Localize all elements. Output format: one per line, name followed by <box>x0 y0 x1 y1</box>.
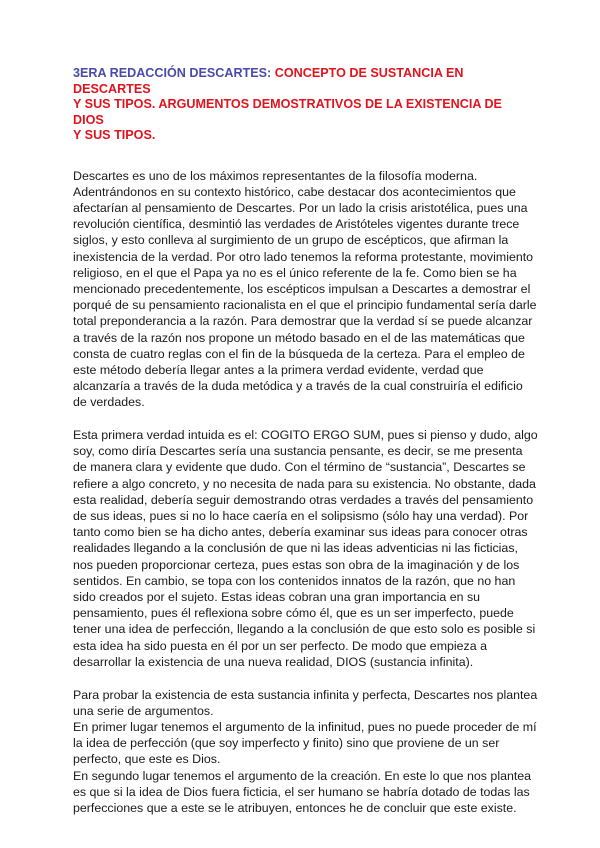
paragraph-context <box>73 168 535 411</box>
text-line: religioso, en el que el Papa ya no es el único referente de la fe. Como bien se ha <box>73 265 517 280</box>
text-line: la idea de perfección (que soy imperfecto y finito) sino que proviene de un ser <box>73 736 500 751</box>
text-line: Para probar la existencia de esta sustancia infinita y perfecta, Descartes nos plantea <box>73 687 538 702</box>
text-line: revolución científica, desmintió las verdades de Aristóteles vigentes durante trece <box>73 217 520 232</box>
text-line: afectarían al pensamiento de Descartes. Por un lado la crisis aristotélica, pues una <box>73 200 528 215</box>
text-line: soy, como diría Descartes sería una sustancia pensante, es decir, se me presenta <box>73 444 523 459</box>
text-line: realidades llegando a la conclusión de que ni las ideas adventicias ni las ficticias, <box>73 541 518 556</box>
text-line: sido creados por el sujeto. Estas ideas cobran una gran importancia en su <box>73 590 481 605</box>
text-line: alcanzaría a través de la duda metódica y a través de la cual construiría el edificio <box>73 379 523 394</box>
document-heading <box>73 66 535 144</box>
text-line: sentidos. En cambio, se topa con los contenidos innatos de la razón, que no han <box>73 573 516 588</box>
heading-title-line: Y SUS TIPOS. <box>73 128 156 142</box>
heading-lead: 3ERA REDACCIÓN DESCARTES: <box>73 66 272 80</box>
text-line: En primer lugar tenemos el argumento de la infinitud, pues no puede proceder de mí <box>73 720 537 734</box>
text-line: Esta primera verdad intuida es el: COGITO ERGO SUM, pues si pienso y dudo, algo <box>73 428 538 443</box>
text-line: Descartes es uno de los máximos representantes de la filosofía moderna. <box>73 168 478 183</box>
text-line: porqué de su pensamiento racionalista en el que el principio fundamental sería darle <box>73 298 537 313</box>
text-line: de manera clara y evidente que dudo. Con el término de “sustancia”, Descartes se <box>73 460 526 475</box>
text-line: nos pueden proporcionar certeza, pues estas son obra de la imaginación y de los <box>73 557 520 572</box>
paragraph-arguments <box>73 687 538 817</box>
text-line: esta realidad, debería seguir demostrando otras verdades a través del pensamiento <box>73 492 534 507</box>
paragraph-cogito <box>73 427 538 670</box>
text-line: es que si la idea de Dios fuera ficticia, el ser humano se habría dotado de todas las <box>73 784 530 799</box>
text-line: perfecto, que este es Dios. <box>73 752 221 767</box>
text-line: desarrollar la existencia de una nueva realidad, DIOS (sustancia infinita). <box>73 654 474 669</box>
heading-title-line: Y SUS TIPOS. ARGUMENTOS DEMOSTRATIVOS DE LA EXISTENCIA DE DIOS <box>73 97 502 127</box>
text-line: siglos, y esto conlleva al surgimiento de un grupo de escépticos, que afirman la <box>73 233 509 248</box>
text-line: Adentrándonos en su contexto histórico, cabe destacar dos acontecimientos que <box>73 184 516 199</box>
text-line: consta de cuatro reglas con el fin de la búsqueda de la certeza. Para el empleo de <box>73 346 525 361</box>
text-line: a través de la razón nos propone un método basado en el de las matemáticas que <box>73 330 525 345</box>
text-line: de verdades. <box>73 395 145 410</box>
heading-title-line: CONCEPTO DE SUSTANCIA EN DESCARTES <box>73 66 464 96</box>
text-line: mencionado precedentemente, los escépticos impulsan a Descartes a demostrar el <box>73 281 531 296</box>
text-line: este método debería llegar antes a la primera verdad evidente, verdad que <box>73 362 484 377</box>
text-line: pensamiento, pues él reflexiona sobre cómo él, que es un ser imperfecto, puede <box>73 606 514 621</box>
text-line: total preponderancia a la razón. Para demostrar que la verdad sí se puede alcanzar <box>73 314 533 329</box>
text-line: una serie de argumentos. <box>73 703 214 718</box>
text-line: inexistencia de la verdad. Por otro lado tenemos la reforma protestante, movimiento <box>73 249 534 264</box>
text-line: tener una idea de perfección, llegando a la conclusión de que esto solo es posible si <box>73 622 536 637</box>
document-page <box>73 66 538 816</box>
text-line: esta idea ha sido puesta en él por un ser perfecto. De modo que empieza a <box>73 638 487 653</box>
text-line: perfecciones que a este se le atribuyen, entonces he de concluir que este existe. <box>73 801 517 816</box>
text-line: de sus ideas, pues si no lo hace caería en el solipsismo (sólo hay una verdad). Por <box>73 509 529 524</box>
text-line: En segundo lugar tenemos el argumento de la creación. En este lo que nos plantea <box>73 768 532 783</box>
text-line: refiere a algo concreto, y no necesita de nada para su existencia. No obstante, dada <box>73 476 536 491</box>
text-line: tanto como bien se ha dicho antes, debería examinar sus ideas para conocer otras <box>73 525 528 540</box>
